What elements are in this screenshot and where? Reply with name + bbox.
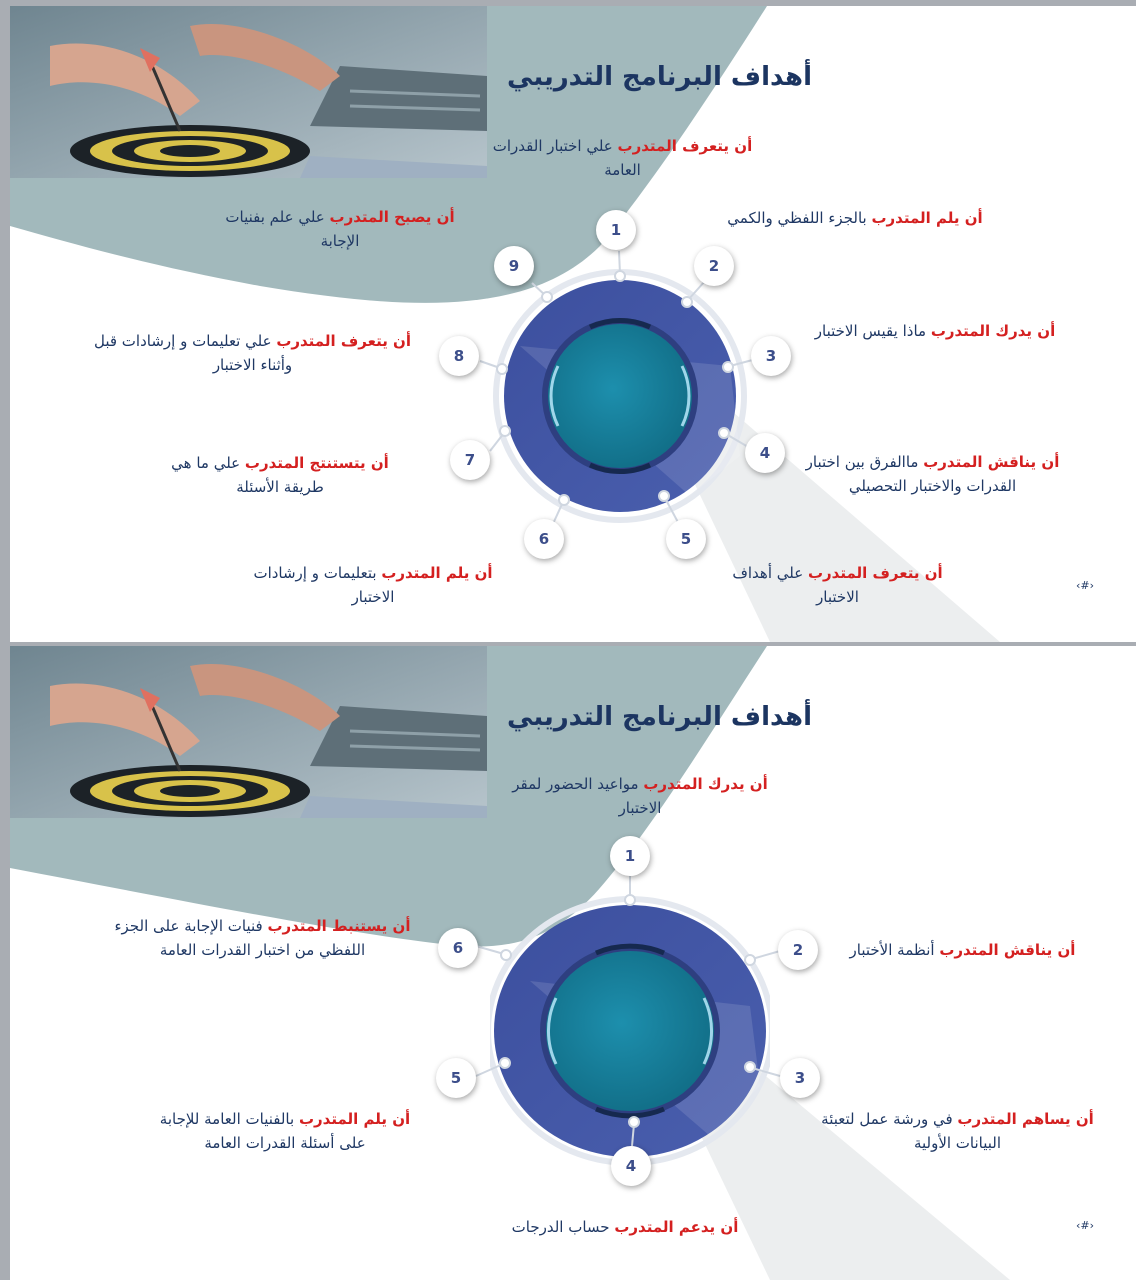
slide-2 xyxy=(10,646,1136,1280)
goal-2-text: بالجزء اللفظي والكمي xyxy=(727,209,872,227)
goal-1-text: مواعيد الحضور لمقر الاختبار xyxy=(512,775,662,817)
goal-number-6: 6 xyxy=(438,928,478,968)
goal-6 xyxy=(238,561,508,609)
goal-number-3: 3 xyxy=(780,1058,820,1098)
goal-6-highlight: أن يلم المتدرب xyxy=(381,564,493,582)
goal-2 xyxy=(710,206,1000,230)
goal-4 xyxy=(490,1215,760,1239)
wheel-connectors xyxy=(10,646,1136,1280)
goal-5-highlight: أن يلم المتدرب xyxy=(298,1110,411,1128)
goal-9-highlight: أن يصبح المتدرب xyxy=(329,208,455,226)
goal-1-highlight: أن يدرك المتدرب xyxy=(643,775,768,793)
goal-5-highlight: أن يتعرف المتدرب xyxy=(807,564,943,582)
goal-9 xyxy=(210,205,470,253)
goal-5 xyxy=(725,561,950,609)
goal-6-text: فنيات الإجابة على الجزء اللفظي من اختبار القدرات العامة xyxy=(114,917,366,959)
goal-number-8: 8 xyxy=(439,336,479,376)
goal-8-text: علي تعليمات و إرشادات قبل وأثناء الاختبار xyxy=(93,332,293,374)
slide-1 xyxy=(10,6,1136,642)
goal-number-4: 4 xyxy=(611,1146,651,1186)
goal-3-text: في ورشة عمل لتعبئة البيانات الأولية xyxy=(821,1110,1002,1152)
goal-6-text: بتعليمات و إرشادات الاختبار xyxy=(253,564,395,606)
goal-4-highlight: أن يناقش المتدرب xyxy=(923,453,1060,471)
goal-7 xyxy=(160,451,400,499)
goal-2-highlight: أن يناقش المتدرب xyxy=(939,941,1076,959)
goal-8 xyxy=(90,329,415,377)
goal-number-6: 6 xyxy=(524,519,564,559)
goal-6 xyxy=(110,914,415,962)
goal-number-2: 2 xyxy=(778,930,818,970)
slide-title: أهداف البرنامج التدريبي xyxy=(507,62,812,92)
goal-3-text: ماذا يقيس الاختبار xyxy=(814,322,931,340)
goal-3 xyxy=(810,1107,1105,1155)
goal-2 xyxy=(835,938,1090,962)
goal-3-highlight: أن يدرك المتدرب xyxy=(930,322,1056,340)
goal-number-5: 5 xyxy=(666,519,706,559)
goal-number-1: 1 xyxy=(610,836,650,876)
goal-2-highlight: أن يلم المتدرب xyxy=(871,209,983,227)
goal-number-5: 5 xyxy=(436,1058,476,1098)
goal-4 xyxy=(790,450,1075,498)
goal-1-highlight: أن يتعرف المتدرب xyxy=(617,137,753,155)
page-number-placeholder: ‹#› xyxy=(1076,579,1095,592)
goal-7-text: علي ما هي طريقة الأسئلة xyxy=(171,454,324,496)
goal-1 xyxy=(480,134,765,182)
goal-number-7: 7 xyxy=(450,440,490,480)
goal-number-4: 4 xyxy=(745,433,785,473)
goal-number-9: 9 xyxy=(494,246,534,286)
goal-6-highlight: أن يستنبط المتدرب xyxy=(267,917,411,935)
slide-title: أهداف البرنامج التدريبي xyxy=(507,702,812,732)
page-number-placeholder: ‹#› xyxy=(1076,1219,1095,1232)
goal-3-highlight: أن يساهم المتدرب xyxy=(957,1110,1094,1128)
goal-3 xyxy=(800,319,1070,343)
goal-5 xyxy=(150,1107,420,1155)
goal-number-2: 2 xyxy=(694,246,734,286)
goal-8-highlight: أن يتعرف المتدرب xyxy=(276,332,412,350)
goal-4-text: ماالفرق بين اختبار القدرات والاختبار التحصيلي xyxy=(805,453,1017,495)
goal-5-text: علي أهداف الاختبار xyxy=(732,564,859,606)
goal-4-highlight: أن يدعم المتدرب xyxy=(614,1218,739,1236)
goal-7-highlight: أن يتستنتج المتدرب xyxy=(244,454,389,472)
goal-9-text: علي علم بفنيات الإجابة xyxy=(225,208,360,250)
goal-1-text: علي اختبار القدرات العامة xyxy=(492,137,641,179)
goal-5-text: بالفنيات العامة للإجابة على أسئلة القدرات العامة xyxy=(159,1110,366,1152)
goal-4-text: حساب الدرجات xyxy=(511,1218,615,1236)
goal-1 xyxy=(500,772,780,820)
goal-2-text: أنظمة الأختبار xyxy=(849,941,940,959)
goal-number-3: 3 xyxy=(751,336,791,376)
goal-number-1: 1 xyxy=(596,210,636,250)
